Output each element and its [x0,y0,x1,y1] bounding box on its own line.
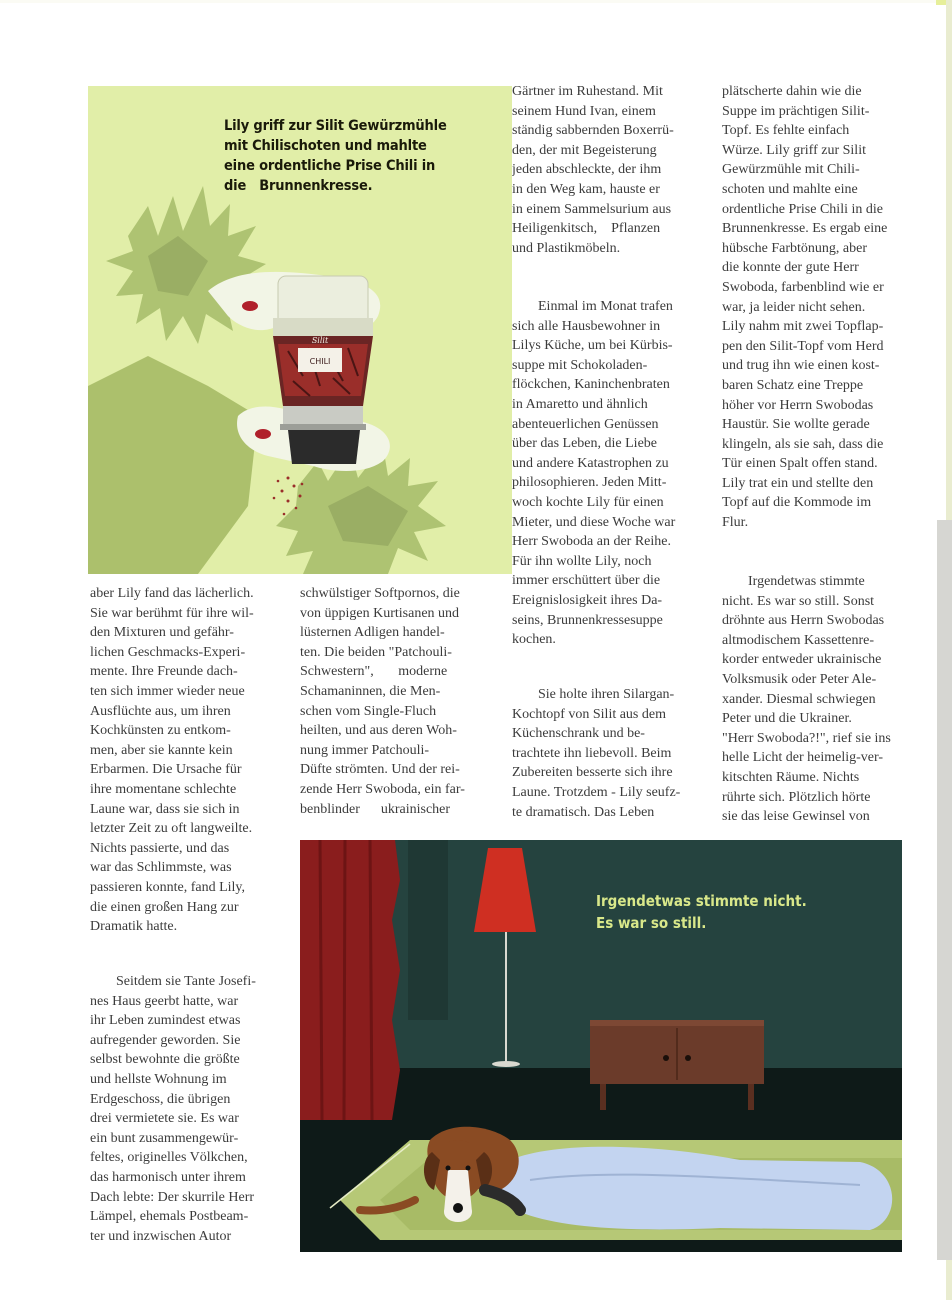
page-edge-strip [937,520,952,1260]
text-line: ordentliche Prise Chili in die [722,201,883,217]
caption-line: mit Chilischoten und mahlte [224,138,427,154]
text-line: ten. Die beiden "Patchouli- [300,644,452,660]
text-line: Tür einen Spalt offen stand. [722,456,878,472]
text-line: Gewürzmühle mit Chili- [722,162,860,178]
corner-mark [936,0,946,5]
text-line: den Mixturen und gefähr- [90,625,234,641]
text-line: Peter und die Ukrainer. [722,711,852,727]
nail [242,301,258,311]
text-line: ten sich immer wieder neue [90,683,245,699]
text-line: Gärtner im Ruhestand. Mit [512,84,663,99]
text-line: und andere Katastrophen zu [512,455,669,471]
text-line: sich alle Hausbewohner in [512,318,661,334]
text-line: baren Schatz eine Treppe [722,377,864,393]
text-line: woch kochte Lily für einen [512,494,664,510]
caption-line: eine ordentliche Prise Chili in [224,158,436,174]
text-line: Ereignislosigkeit ihres Da- [512,592,663,608]
text-line: Laune war, dass sie sich in [90,801,240,817]
text-line: passieren konnte, fand Lily, [90,879,245,895]
text-line: Flur. [722,515,749,531]
text-line: helle Licht der heimelig-ver- [722,750,884,766]
text-line: Zubereiten besserte sich ihre [512,765,673,781]
text-line: Volksmusik oder Peter Ale- [722,671,877,687]
text-line: die einen großen Hang zur [90,899,239,915]
text-line: "Herr Swoboda?!", rief sie ins [722,730,891,746]
text-line: war das Schlimmste, was [90,860,232,876]
text-line: Herr Swoboda an der Reihe. [512,534,672,550]
text-line: Heiligenkitsch, Pflanzen [512,221,661,237]
text-line: jeden abschleckte, der ihm [512,162,662,178]
text-line: und Plastikmöbeln. [512,240,621,256]
text-line: in Amaretto und ähnlich [512,396,648,412]
grinder-label-text: CHILI [309,357,331,366]
text-line: Kochtopf von Silit aus dem [512,706,666,722]
text-line: Kochkünsten zu entkom- [90,723,231,739]
grinder-brand-text: Silit [311,336,329,345]
text-line: Lily trat ein und stellte den [722,475,874,491]
text-line: plätscherte dahin wie die [722,84,862,99]
text-line: schoten und mahlte eine [722,181,858,197]
text-line: ter und inzwischen Autor [90,1228,232,1244]
text-line: Mieter, und diese Woche war [512,514,676,530]
text-line: in einem Sammelsurium aus [512,201,672,217]
text-line: hübsche Farbtönung, aber [722,240,868,256]
caption-line: Es war so still. [596,914,707,932]
text-line: lichen Geschmacks-Experi- [90,644,246,660]
text-line: nes Haus geerbt hatte, war [90,993,239,1009]
text-line: Sie holte ihren Silargan- [538,687,675,702]
text-line: ihr Leben zumindest etwas [90,1013,241,1029]
text-line: Würze. Lily griff zur Silit [722,142,866,158]
text-line: rührte sich. Plötzlich hörte [722,789,871,805]
text-line: ständig sabbernden Boxerrü- [512,123,674,139]
text-line: Nichts passierte, und das [90,840,230,856]
top-rule [0,0,952,3]
text-line: altmodischem Kassettenre- [722,632,875,648]
text-line: dröhnte aus Herrn Swobodas [722,613,885,629]
caption-line: Irgendetwas stimmte nicht. [596,892,807,910]
text-line: abenteuerlichen Genüssen [512,416,659,432]
text-line: letzter Zeit zu oft langweilte. [90,821,253,837]
chili-grinder-illustration [88,86,512,574]
text-line: nicht. Es war so still. Sonst [722,593,875,609]
text-line: Küchenschrank und be- [512,726,645,742]
caption-line: Lily griff zur Silit Gewürzmühle [224,118,447,134]
column-1-para-1 [90,584,272,937]
text-line: Sie war berühmt für ihre wil- [90,605,254,621]
text-line: Einmal im Monat trafen [538,299,673,314]
text-line: aber Lily fand das lächerlich. [90,586,254,601]
text-line: schwülstiger Softpornos, die [300,586,460,601]
text-line: pen den Silit-Topf vom Herd [722,338,884,354]
text-line: Schamaninnen, die Men- [300,683,441,699]
text-line: selbst bewohnte die größte [90,1052,240,1068]
text-line: war, ja leider nicht sehen. [722,299,866,315]
text-line: suppe mit Schokoladen- [512,357,648,373]
text-line: drei vermietete sie. Es war [90,1111,239,1127]
text-line: aufregender geworden. Sie [90,1032,241,1048]
column-4-para-1 [722,82,908,533]
text-line: in den Weg kam, hauste er [512,181,660,197]
text-line: benblinder ukrainischer [300,801,451,817]
text-line: Laune. Trotzdem - Lily seufz- [512,784,681,800]
text-line: kitschten Räume. Nichts [722,769,860,785]
text-line: Für ihn wollte Lily, noch [512,553,652,569]
text-line: ein bunt zusammengewür- [90,1130,239,1146]
text-line: Dramatik hatte. [90,919,178,935]
text-line: seins, Brunnenkressesuppe [512,612,663,628]
text-line: heilten, und aus deren Woh- [300,723,457,739]
living-room-illustration [300,840,902,1252]
text-line: Dach lebte: Der skurrile Herr [90,1189,255,1205]
text-line: Erbarmen. Die Ursache für [90,762,242,778]
text-line: Topf. Es fehlte einfach [722,123,850,139]
text-line: über das Leben, die Liebe [512,436,657,452]
text-line: ihre momentane schlechte [90,781,237,797]
column-4-para-2 [722,572,908,827]
text-line: Irgendetwas stimmte [748,574,865,589]
text-line: te dramatisch. Das Leben [512,804,655,820]
text-line: Ausflüchte aus, um ihren [90,703,231,719]
text-line: lüsternen Adligen handel- [300,625,445,641]
curtain [300,840,400,1120]
text-line: Erdgeschoss, die übrigen [90,1091,231,1107]
illustration-caption-top [224,116,458,196]
text-line: Brunnenkresse. Es ergab eine [722,221,888,237]
column-3-para-2 [512,297,698,650]
column-1-para-2 [90,972,272,1246]
text-line: mente. Ihre Freunde dach- [90,664,238,680]
caption-line: die Brunnenkresse. [224,178,373,194]
text-line: klingeln, als sie sah, dass die [722,436,884,452]
text-line: kochen. [512,632,556,648]
column-2-para-1 [300,584,488,819]
text-line: Schwestern", moderne [300,664,448,680]
text-line: men, aber sie kannte kein [90,742,233,758]
text-line: trachtete ihn liebevoll. Beim [512,745,672,761]
text-line: schen vom Single-Fluch [300,703,437,719]
text-line: xander. Diesmal schwiegen [722,691,876,707]
text-line: philosophieren. Jeden Mitt- [512,475,667,491]
text-line: korder entweder ukrainische [722,652,882,668]
text-line: das harmonisch unter ihrem [90,1169,246,1185]
text-line: Düfte strömten. Und der rei- [300,762,460,778]
text-line: Lilys Küche, um bei Kürbis- [512,338,673,354]
column-3-para-3 [512,685,698,822]
text-line: den, der mit Begeisterung [512,142,657,158]
text-line: Lämpel, ehemals Postbeam- [90,1209,249,1225]
column-3-para-1 [512,82,698,258]
text-line: die konnte der gute Herr [722,260,859,276]
text-line: Suppe im prächtigen Silit- [722,103,870,119]
text-line: Seitdem sie Tante Josefi- [116,974,256,989]
text-line: und hellste Wohnung im [90,1071,227,1087]
text-line: flöckchen, Kaninchenbraten [512,377,670,393]
text-line: immer erschüttert über die [512,573,661,589]
text-line: höher vor Herrn Swobodas [722,397,874,413]
text-line: feltes, originelles Völkchen, [90,1150,248,1166]
text-line: sie das leise Gewinsel von [722,809,870,825]
text-line: seinem Hund Ivan, einem [512,103,656,119]
text-line: Haustür. Sie wollte gerade [722,417,870,433]
text-line: von üppigen Kurtisanen und [300,605,460,621]
lamp-shade [474,848,536,932]
text-line: zende Herr Swoboda, ein far- [300,781,465,797]
illustration-caption-bottom [596,890,807,934]
text-line: nung immer Patchouli- [300,742,430,758]
text-line: Lily nahm mit zwei Topflap- [722,319,884,335]
text-line: Topf auf die Kommode im [722,495,872,511]
text-line: und trug ihn wie einen kost- [722,358,880,374]
text-line: Swoboda, farbenblind wie er [722,279,884,295]
